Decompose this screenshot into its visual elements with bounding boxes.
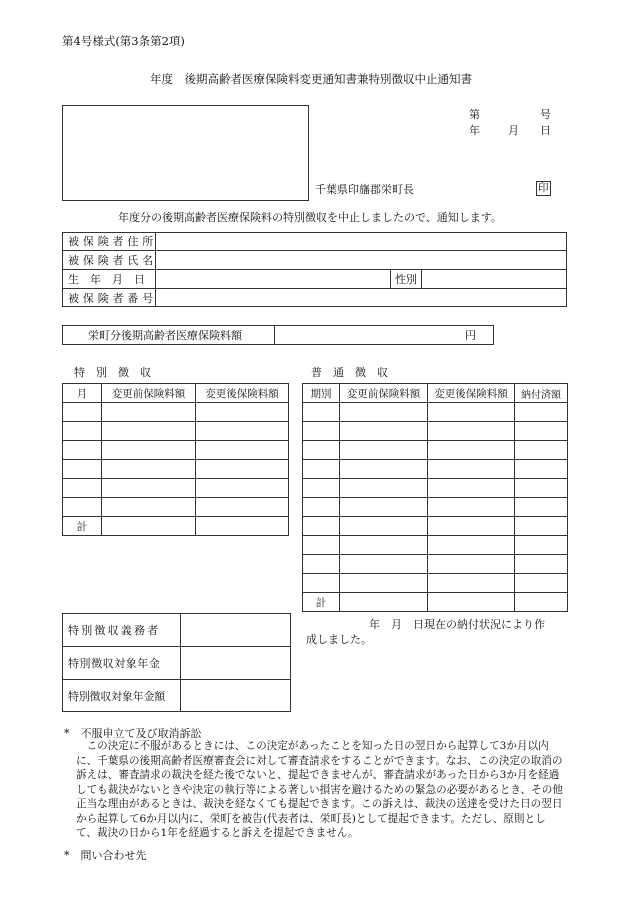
ordinary-cell	[428, 555, 515, 574]
ordinary-cell	[515, 536, 568, 555]
ordinary-cell	[515, 479, 568, 498]
special-row	[63, 479, 289, 498]
ordinary-cell	[303, 460, 340, 479]
seal-stamp: 印	[538, 182, 549, 194]
ordinary-cell	[303, 574, 340, 593]
ordinary-cell	[340, 555, 428, 574]
ordinary-header-before: 変更前保険料額	[340, 384, 428, 403]
intro-text: 年度分の後期高齢者医療保険料の特別徴収を中止しましたので、通知します。	[118, 211, 502, 224]
ordinary-row	[303, 555, 568, 574]
date-month: 月	[508, 124, 519, 137]
special-cell	[102, 441, 196, 460]
ordinary-cell	[340, 441, 428, 460]
special-row	[63, 441, 289, 460]
issuer: 千葉県印旛郡栄町長	[315, 183, 414, 196]
special-header-before: 変更前保険料額	[102, 384, 196, 403]
special-cell	[196, 460, 289, 479]
special-cell	[63, 441, 102, 460]
special-cell	[196, 479, 289, 498]
ordinary-cell	[340, 403, 428, 422]
special-header-month: 月	[63, 384, 102, 403]
ordinary-collection-table	[302, 383, 568, 612]
special-cell	[196, 498, 289, 517]
ordinary-cell	[340, 498, 428, 517]
obligation-row-0: 特別徴収義務者	[68, 624, 161, 637]
ordinary-cell	[340, 536, 428, 555]
ordinary-cell	[303, 555, 340, 574]
ordinary-row	[303, 574, 568, 593]
page-title: 年度 後期高齢者医療保険料変更通知書兼特別徴収中止通知書	[150, 72, 472, 86]
ordinary-cell	[428, 441, 515, 460]
ordinary-cell	[515, 441, 568, 460]
ordinary-cell	[515, 498, 568, 517]
special-cell	[102, 403, 196, 422]
ordinary-cell	[303, 403, 340, 422]
ordinary-cell	[428, 498, 515, 517]
special-header-after: 変更後保険料額	[196, 384, 289, 403]
ordinary-cell	[340, 460, 428, 479]
special-cell	[102, 498, 196, 517]
form-id: 第4号様式(第3条第2項)	[62, 34, 185, 48]
ordinary-total-cell	[515, 593, 568, 612]
ordinary-cell	[340, 517, 428, 536]
appeal-heading: * 不服申立て及び取消訴訟	[64, 727, 202, 740]
ordinary-cell	[340, 574, 428, 593]
special-cell	[102, 460, 196, 479]
ordinary-header-after: 変更後保険料額	[428, 384, 515, 403]
ordinary-cell	[428, 517, 515, 536]
ordinary-header-period: 期別	[303, 384, 340, 403]
special-total-row	[63, 517, 289, 536]
appeal-body: この決定に不服があるときには、この決定があったことを知った日の翌日から起算して3か月以内に、千葉県の後期高齢者医療審査会に対して審査請求をすることができます。なお、この決定の取消の訴えは、審査請求の裁決を経た後でないと、提起できませんが、審査請求があった日から3か月を経過しても裁決がないときや決定の執行等による著しい損害を避けるための緊急の必要があるとき、その他正当な理由があるときは、裁決を経なくても提起できます。この訴えは、裁決の送達を受けた日の翌日から起算して6か月以内に、栄町を被告(代表者は、栄町長)として提起できます。ただし、原則として、裁決の日から1年を経過すると訴えを提起できません。	[76, 740, 563, 839]
ordinary-cell	[340, 479, 428, 498]
special-cell	[196, 441, 289, 460]
ordinary-total-row	[303, 593, 568, 612]
special-cell	[63, 498, 102, 517]
ordinary-cell	[428, 574, 515, 593]
status-note-line1: 年 月 日現在の納付状況により作 成しました。	[306, 618, 545, 646]
special-row	[63, 403, 289, 422]
sex-label: 性別	[395, 273, 417, 286]
ordinary-cell	[303, 441, 340, 460]
number-suffix: 号	[540, 108, 551, 121]
ordinary-row	[303, 479, 568, 498]
address-label: 被保険者住所	[68, 235, 158, 248]
ordinary-cell	[428, 536, 515, 555]
special-row	[63, 498, 289, 517]
special-heading: 特 別 徴 収	[74, 366, 151, 379]
ordinary-row	[303, 536, 568, 555]
ordinary-row	[303, 441, 568, 460]
special-total-cell	[102, 517, 196, 536]
ordinary-cell	[515, 517, 568, 536]
ordinary-row	[303, 422, 568, 441]
ordinary-cell	[428, 479, 515, 498]
contact-heading: * 問い合わせ先	[64, 849, 147, 862]
date-day: 日	[540, 124, 551, 137]
ordinary-cell	[303, 536, 340, 555]
number-prefix: 第	[469, 108, 480, 121]
ordinary-cell	[303, 517, 340, 536]
special-cell	[102, 422, 196, 441]
special-cell	[63, 422, 102, 441]
name-label: 被保険者氏名	[68, 254, 158, 267]
special-cell	[196, 403, 289, 422]
ordinary-total-cell	[340, 593, 428, 612]
ordinary-heading: 普 通 徴 収	[311, 366, 388, 379]
ordinary-cell	[303, 479, 340, 498]
special-cell	[63, 479, 102, 498]
premium-label: 栄町分後期高齢者医療保険料額	[88, 329, 242, 342]
ordinary-cell	[515, 422, 568, 441]
date-year: 年	[469, 124, 480, 137]
ordinary-cell	[428, 460, 515, 479]
ordinary-cell	[515, 403, 568, 422]
obligation-row-1: 特別徴収対象年金	[68, 657, 161, 670]
special-total-cell	[196, 517, 289, 536]
ordinary-total-cell	[428, 593, 515, 612]
ordinary-cell	[515, 555, 568, 574]
address-window	[62, 105, 309, 201]
ordinary-cell	[303, 422, 340, 441]
ordinary-cell	[303, 498, 340, 517]
insured-number-label: 被保険者番号	[68, 292, 158, 305]
ordinary-cell	[428, 403, 515, 422]
ordinary-header-paid: 納付済額	[515, 384, 568, 403]
special-row	[63, 460, 289, 479]
ordinary-row	[303, 498, 568, 517]
ordinary-row	[303, 517, 568, 536]
ordinary-cell	[428, 422, 515, 441]
ordinary-cell	[515, 460, 568, 479]
special-collection-table	[62, 383, 289, 536]
special-row	[63, 422, 289, 441]
ordinary-row	[303, 403, 568, 422]
birth-label: 生 年 月 日	[68, 273, 145, 286]
special-cell	[63, 403, 102, 422]
ordinary-total-label: 計	[303, 593, 340, 612]
premium-unit: 円	[465, 329, 476, 342]
ordinary-row	[303, 460, 568, 479]
special-cell	[63, 460, 102, 479]
special-cell	[102, 479, 196, 498]
special-cell	[196, 422, 289, 441]
ordinary-cell	[515, 574, 568, 593]
special-total-label: 計	[63, 517, 102, 536]
obligation-row-2: 特別徴収対象年金額	[68, 690, 166, 703]
ordinary-cell	[340, 422, 428, 441]
